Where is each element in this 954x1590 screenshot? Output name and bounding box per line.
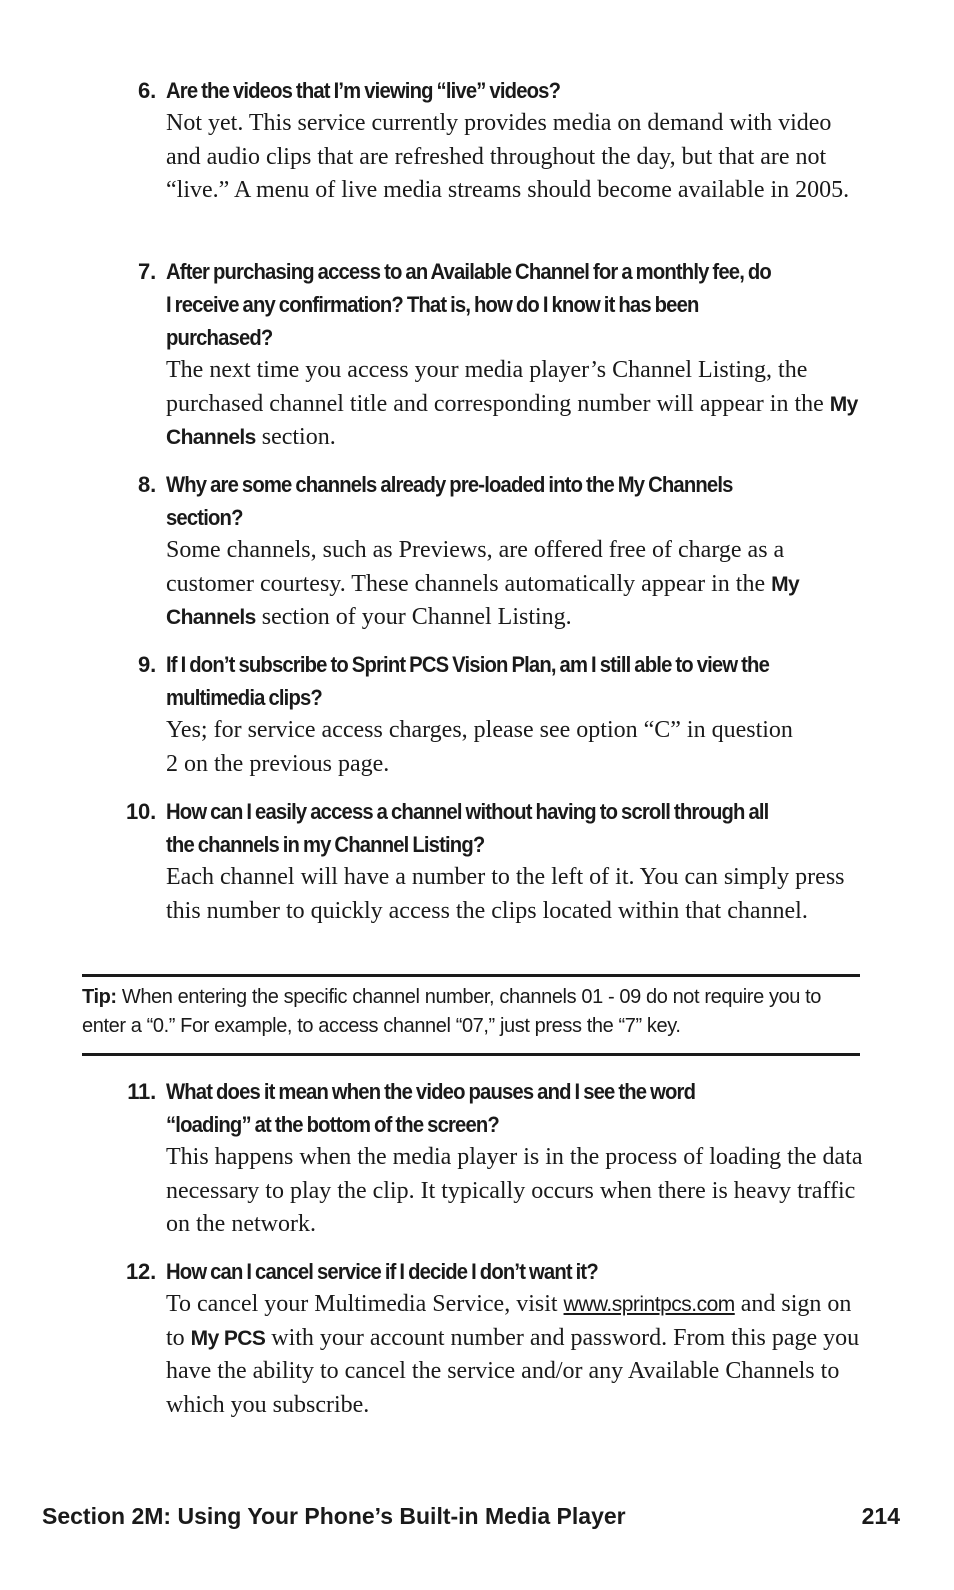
sprintpcs-link[interactable]: www.sprintpcs.com — [563, 1293, 735, 1316]
faq-question — [166, 468, 865, 534]
faq-number: 8. — [138, 472, 156, 497]
faq-item-10 — [110, 795, 870, 928]
faq-question-line: multimedia clips? — [166, 685, 322, 710]
faq-number: 11. — [127, 1079, 156, 1104]
faq-answer: This happens when the media player is in the process of loading the data necessary to play the clip. It typically occurs when there is heavy traffic on the network. — [166, 1144, 863, 1237]
faq-question-line: section? — [166, 505, 243, 530]
faq-number: 6. — [138, 78, 156, 103]
answer-text: Some channels, such as Previews, are offered free of charge as a customer courtesy. These channels automatically appear in the — [166, 537, 785, 597]
answer-text: with your account number and password. From this page you have the ability to cancel the service and/or any Available Channels to which you subscribe. — [166, 1324, 860, 1418]
faq-answer — [166, 354, 866, 455]
faq-question-line: “loading” at the bottom of the screen? — [166, 1112, 499, 1137]
answer-text: section. — [255, 424, 336, 450]
faq-item-12 — [110, 1255, 870, 1422]
faq-item-9 — [110, 648, 870, 781]
page-number: 214 — [861, 1503, 900, 1529]
faq-question-line: the channels in my Channel Listing? — [166, 832, 485, 857]
faq-question — [166, 795, 865, 861]
section-title: Section 2M: Using Your Phone’s Built-in Media Player — [42, 1503, 626, 1529]
faq-question-line: Why are some channels already pre-loaded into the My Channels — [166, 472, 733, 497]
faq-answer: Yes; for service access charges, please see option “C” in question 2 on the previous page. — [166, 717, 793, 777]
faq-number: 12. — [126, 1259, 156, 1284]
tip-label: Tip: — [82, 986, 117, 1008]
faq-question — [166, 648, 865, 714]
faq-item-11 — [110, 1075, 870, 1242]
faq-item-8 — [110, 468, 870, 635]
faq-number: 10. — [126, 799, 156, 824]
my-pcs-keyword: My PCS — [190, 1326, 266, 1350]
faq-question-line: If I don’t subscribe to Sprint PCS Vision Plan, am I still able to view the — [166, 652, 770, 677]
faq-question: How can I cancel service if I decide I don’t want it? — [166, 1259, 598, 1284]
faq-question — [166, 1075, 865, 1141]
tip-box — [82, 974, 860, 1056]
faq-question-line: What does it mean when the video pauses and I see the word — [166, 1079, 696, 1104]
faq-answer: Each channel will have a number to the left of it. You can simply press this number to quickly access the clips located within that channel. — [166, 864, 845, 924]
faq-answer — [166, 1288, 866, 1422]
faq-answer — [166, 534, 866, 635]
faq-number: 9. — [138, 652, 156, 677]
answer-text: and sign on to — [166, 1291, 852, 1351]
faq-question: Are the videos that I’m viewing “live” videos? — [166, 78, 561, 103]
faq-item-6 — [110, 74, 870, 208]
faq-question — [166, 255, 865, 354]
faq-question-line: I receive any confirmation? That is, how do I know it has been — [166, 292, 699, 317]
faq-item-7 — [110, 255, 870, 455]
faq-answer: Not yet. This service currently provides media on demand with video and audio clips that are refreshed throughout the day, but that are not “live.” A menu of live media streams should become available in 2005. — [166, 110, 850, 203]
my-channels-keyword: My Channels — [166, 572, 800, 629]
my-channels-keyword: My Channels — [166, 392, 858, 449]
faq-question-line: After purchasing access to an Available Channel for a monthly fee, do — [166, 259, 771, 284]
faq-question-line: How can I easily access a channel without having to scroll through all — [166, 799, 769, 824]
answer-text: The next time you access your media player’s Channel Listing, the purchased channel title and corresponding number will appear in the — [166, 357, 830, 417]
faq-number: 7. — [138, 259, 156, 284]
tip-text: When entering the specific channel number, channels 01 - 09 do not require you to enter a “0.” For example, to access channel “07,” just press the “7” key. — [82, 986, 822, 1037]
answer-text: To cancel your Multimedia Service, visit — [166, 1291, 564, 1317]
faq-question-line: purchased? — [166, 325, 273, 350]
answer-text: section of your Channel Listing. — [255, 604, 572, 630]
